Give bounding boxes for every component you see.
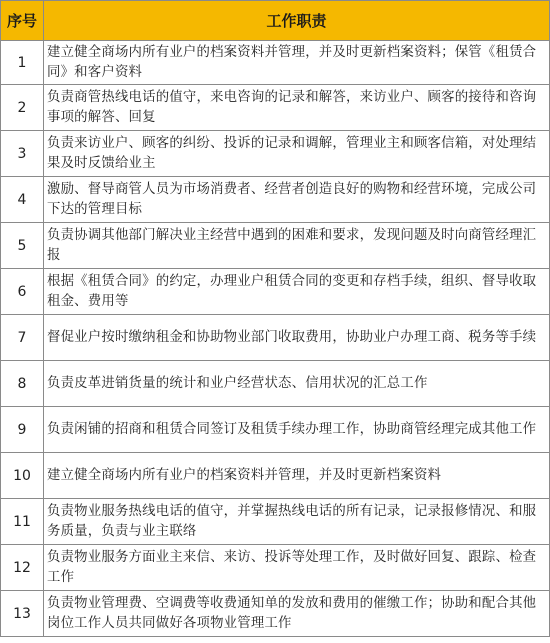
- table-header-row: [1, 1, 550, 41]
- row-number: 1: [1, 41, 44, 85]
- row-number: 5: [1, 223, 44, 269]
- table-row: [1, 591, 550, 637]
- table-row: [1, 499, 550, 545]
- table-row: [1, 41, 550, 85]
- row-number: 6: [1, 269, 44, 315]
- row-duty: 负责物业服务方面业主来信、来访、投诉等处理工作，及时做好回复、跟踪、检查工作: [44, 545, 550, 591]
- row-duty: 督促业户按时缴纳租金和协助物业部门收取费用，协助业户办理工商、税务等手续: [44, 315, 550, 361]
- table-row: [1, 269, 550, 315]
- row-number: 10: [1, 453, 44, 499]
- row-number: 12: [1, 545, 44, 591]
- row-duty: 建立健全商场内所有业户的档案资料并管理，并及时更新档案资料: [44, 453, 550, 499]
- row-duty: 根据《租赁合同》的约定，办理业户租赁合同的变更和存档手续，组织、督导收取租金、费用等: [44, 269, 550, 315]
- row-duty: 建立健全商场内所有业户的档案资料并管理，并及时更新档案资料；保管《租赁合同》和客户资料: [44, 41, 550, 85]
- table-row: [1, 545, 550, 591]
- row-duty: 负责物业管理费、空调费等收费通知单的发放和费用的催缴工作；协助和配合其他岗位工作人员共同做好各项物业管理工作: [44, 591, 550, 637]
- table-row: [1, 315, 550, 361]
- row-duty: 负责商管热线电话的值守，来电咨询的记录和解答，来访业户、顾客的接待和咨询事项的解答、回复: [44, 85, 550, 131]
- table-row: [1, 177, 550, 223]
- table-row: [1, 85, 550, 131]
- row-duty: 负责协调其他部门解决业主经营中遇到的困难和要求，发现问题及时向商管经理汇报: [44, 223, 550, 269]
- row-number: 3: [1, 131, 44, 177]
- row-number: 7: [1, 315, 44, 361]
- row-duty: 负责皮革进销货量的统计和业户经营状态、信用状况的汇总工作: [44, 361, 550, 407]
- table-row: [1, 131, 550, 177]
- row-number: 4: [1, 177, 44, 223]
- row-number: 13: [1, 591, 44, 637]
- row-number: 11: [1, 499, 44, 545]
- header-number: 序号: [1, 1, 44, 41]
- table-row: [1, 453, 550, 499]
- row-duty: 负责闲铺的招商和租赁合同签订及租赁手续办理工作，协助商管经理完成其他工作: [44, 407, 550, 453]
- header-duty: 工作职责: [44, 1, 550, 41]
- row-number: 8: [1, 361, 44, 407]
- table-row: [1, 407, 550, 453]
- row-number: 9: [1, 407, 44, 453]
- row-duty: 负责物业服务热线电话的值守，并掌握热线电话的所有记录，记录报修情况、和服务质量，负责与业主联络: [44, 499, 550, 545]
- table-row: [1, 361, 550, 407]
- row-number: 2: [1, 85, 44, 131]
- table-row: [1, 223, 550, 269]
- row-duty: 激励、督导商管人员为市场消费者、经营者创造良好的购物和经营环境，完成公司下达的管理目标: [44, 177, 550, 223]
- row-duty: 负责来访业户、顾客的纠纷、投诉的记录和调解，管理业主和顾客信箱，对处理结果及时反馈给业主: [44, 131, 550, 177]
